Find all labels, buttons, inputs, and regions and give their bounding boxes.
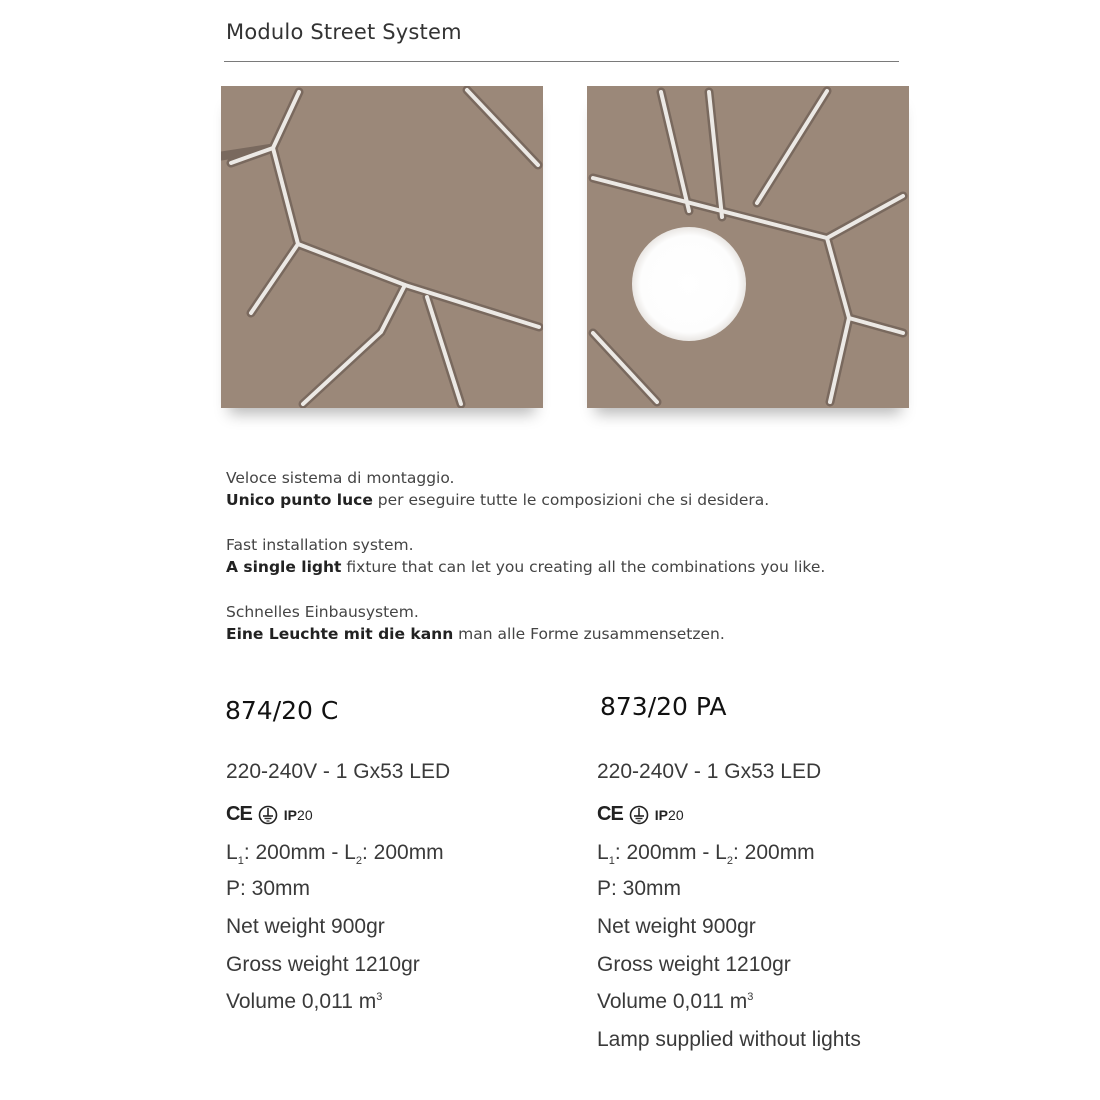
depth-spec: P: 30mm: [597, 877, 682, 900]
description-en: [226, 534, 825, 578]
class-ground-icon: [629, 805, 649, 825]
street-tile-light-image: [587, 86, 909, 408]
ce-mark: CE: [226, 803, 252, 825]
description-line: Schnelles Einbausystem.: [226, 603, 419, 621]
product-code: 873/20 PA: [600, 692, 727, 721]
product-image-873: [587, 86, 909, 408]
page-title: Modulo Street System: [226, 20, 462, 44]
class-ground-icon: [258, 805, 278, 825]
dimensions-spec: $L_1$: $200mm - L_2$: 200mm: [226, 841, 444, 868]
volume-spec: Volume 0,011 $m^3$: [597, 990, 754, 1013]
dimensions-spec: $L_1$: $200mm - L_2$: 200mm: [597, 841, 815, 868]
ip-rating: IP20: [283, 806, 313, 823]
description-it: [226, 467, 769, 511]
description-bold: A single light: [226, 558, 342, 576]
note-text: Lamp supplied without lights: [597, 1028, 861, 1051]
ip-rating: IP20: [654, 806, 684, 823]
street-tile-image: [221, 86, 543, 408]
description-bold: Eine Leuchte mit die kann: [226, 625, 454, 643]
certification-marks: [226, 803, 313, 826]
power-spec: 220-240V - 1 Gx53 LED: [597, 760, 822, 783]
round-light-icon: [632, 227, 746, 341]
volume-spec: Volume 0,011 $m^3$: [226, 990, 383, 1013]
title-divider: [224, 61, 899, 62]
description-bold: Unico punto luce: [226, 491, 373, 509]
description-line: Fast installation system.: [226, 536, 414, 554]
net-weight-spec: Net weight 900gr: [226, 915, 385, 938]
certification-marks: [597, 803, 684, 826]
product-image-874: [221, 86, 543, 408]
gross-weight-spec: Gross weight 1210gr: [597, 953, 791, 976]
description-de: [226, 601, 725, 645]
description-rest: man alle Forme zusammensetzen.: [453, 625, 725, 643]
product-code: 874/20 C: [225, 696, 339, 725]
net-weight-spec: Net weight 900gr: [597, 915, 756, 938]
description-line: Veloce sistema di montaggio.: [226, 469, 455, 487]
depth-spec: P: 30mm: [226, 877, 311, 900]
gross-weight-spec: Gross weight 1210gr: [226, 953, 420, 976]
power-spec: 220-240V - 1 Gx53 LED: [226, 760, 451, 783]
ce-mark: CE: [597, 803, 623, 825]
description-rest: fixture that can let you creating all the combinations you like.: [341, 558, 826, 576]
description-rest: per eseguire tutte le composizioni che si desidera.: [372, 491, 770, 509]
